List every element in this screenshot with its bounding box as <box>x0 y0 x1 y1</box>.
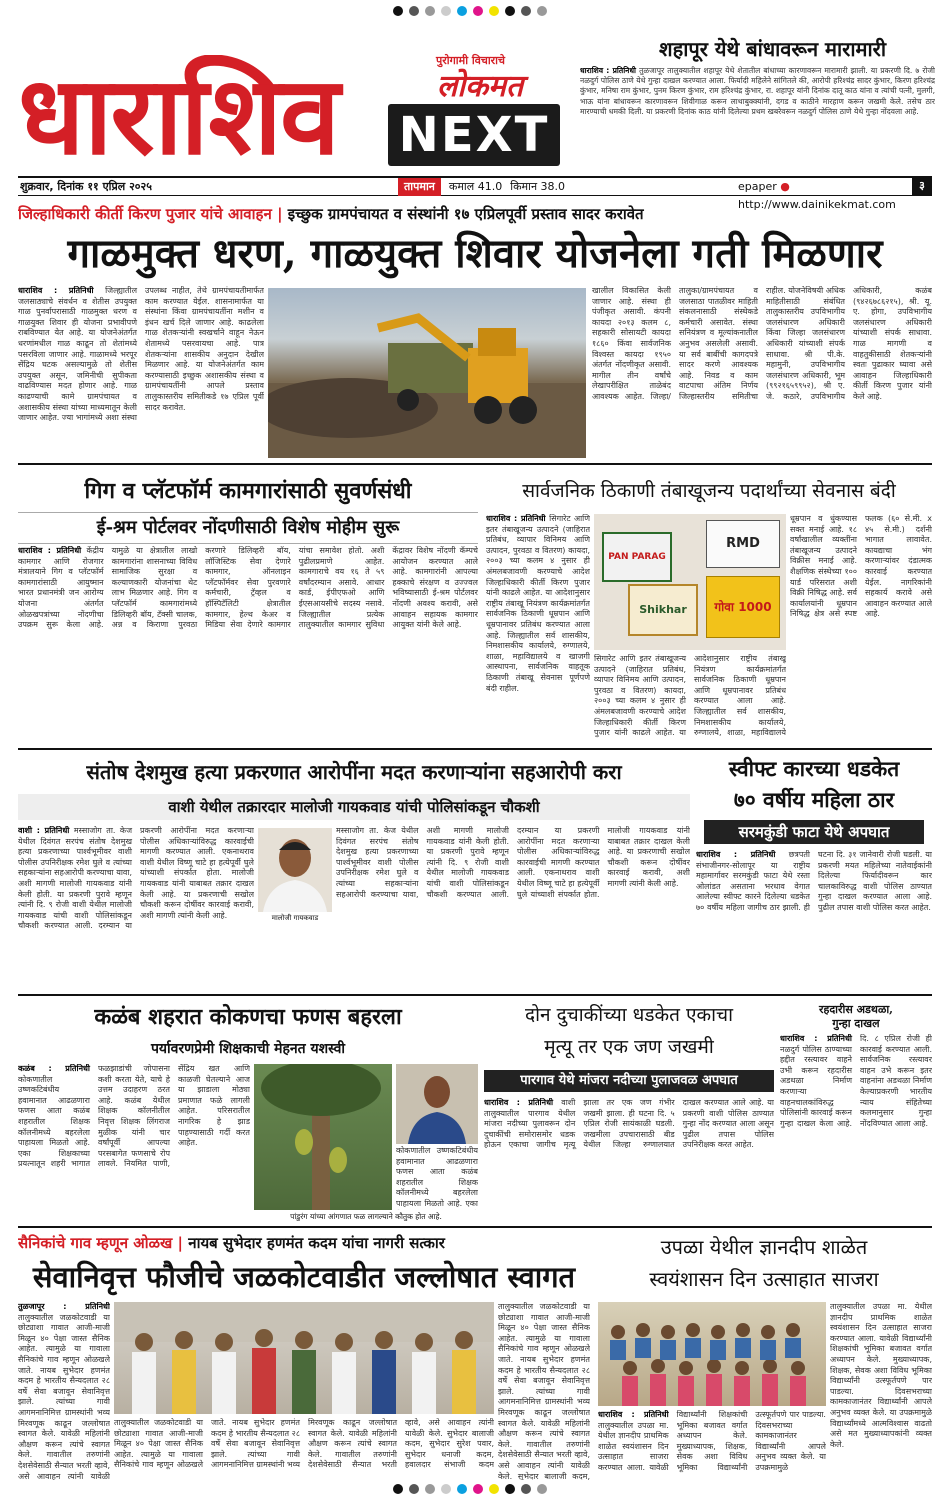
school-students-photo <box>598 1302 826 1406</box>
tobacco-headline: सार्वजनिक ठिकाणी तंबाखूजन्य पदार्थांच्या सेवनास बंदी <box>522 480 896 502</box>
main-kicker-red: जिल्हाधिकारी कीर्ती किरण पुजार यांचे आवाहन <box>18 205 272 223</box>
tobacco-story-mid <box>594 654 786 744</box>
rahadari-byline: धाराशिव : प्रतिनिधी <box>780 1034 852 1043</box>
temperature <box>398 178 565 196</box>
main-byline: धाराशिव : प्रतिनिधी <box>18 286 94 295</box>
sainik-body-mid: तालुक्यातील जळकोटवाडी या छोट्याशा गावात आजी-माजी मिळून ४० पेक्षा जास्त सैनिक आहेत. त्यामुळे या गावाला सैनिकांचे गाव म्हणून ओळखले जाते. नायब सुभेदार हणमंत कदम हे भारतीय सैन्यदलात २८ वर्षे सेवा बजावून सेवानिवृत्त झाले. त्यांच्या गावी आगमनानिमित्त ग्रामस्थांनी भव्य मिरवणूक काढून जल्लोषात स्वागत केले. यावेळी महिलांनी औक्षण करून त्यांचे स्वागत केले. गावातील तरुणांनी देशसेवेसाठी सैन्यात भरती व्हावे, असे आवाहन त्यांनी यावेळी केले. सुभेदार बालाजी कदम, सुभेदार सुरेश पवार, सुभेदार धनाजी कदम, हवालदार संभाजी कदम <box>114 1418 494 1470</box>
swift-body: छत्रपती संभाजीनगर-सोलापूर या राष्ट्रीय महामार्गावर सरमकुंडी फाटा येथे रस्ता ओलांडत असताना भरधाव वेगात आलेल्या स्वीफ्ट कारने दिलेल्या धडकेत ७० वर्षीय महिला जागीच ठार झाली. ही घटना दि. ३१ जानेवारी रोजी घडली. या प्रकरणी मयत महिलेच्या नातेवाईकांनी दिलेल्या फिर्यादीवरून कार चालकाविरुद्ध वाशी पोलिस ठाण्यात गुन्हा दाखल करण्यात आला आहे. पुढील तपास वाशी पोलिस करत आहेत. <box>696 850 932 912</box>
product-gova: गोवा 1000 <box>706 576 780 638</box>
tobacco-body-left: सिगारेट आणि इतर तंबाखूजन्य उत्पादने (जाहिरात प्रतिबंध, व्यापार विनिमय आणि उत्पादन, पुरवठा व वितरण) कायदा, २००३ च्या कलम ४ नुसार ही अंमलबजावणी करण्याचे आदेश जिल्हाधिकारी कीर्ती किरण पुजार यांनी काढले आहेत. या आदेशानुसार राष्ट्रीय तंबाखू नियंत्रण कार्यक्रमांतर्गत सार्वजनिक ठिकाणी धूम्रपान आणि धूम्रपानावर प्रतिबंध करण्यात आला आहे. जिल्ह्यातील सर्व शासकीय, निमशासकीय कार्यालये, रुग्णालये, शाळा, महाविद्यालये व खाजगी आस्थापना, सार्वजनिक वाहतूक ठिकाणी तंबाखू सेवनास पूर्णपणे बंदी राहील. <box>486 514 590 693</box>
lokmat-tagline: पुरोगामी विचाराचे <box>435 54 506 67</box>
top-right-headline: शहापूर येथे बांधावरून मारामारी <box>658 37 887 61</box>
temperature-label: तापमान <box>398 178 441 196</box>
students-illustration <box>598 1302 826 1406</box>
santosh-subheadline: वाशी येथील तक्रारदार मालोजी गायकवाड यांची पोलिसांकडून चौकशी <box>18 794 690 820</box>
main-headline: गाळमुक्त धरण, गाळयुक्त शिवार योजनेला गती मिळणार <box>67 230 883 277</box>
top-right-body: तुळजापूर तालुक्यातील शहापूर येथे शेतातील बांधाच्या कारणावरून मारामारी झाली. या प्रकरणी दि. ७ रोजी नळदुर्ग पोलिस ठाणे येथे गुन्हा दाखल करण्यात आला. फिर्यादी महिलेने सांगितले की, आरोपी हरिश्चंद्र सादर कुंभार, किरण हरिश्चंद्र कुंभार, मनिषा राम कुंभार, पुनम किरण कुंभार, राम हरिश्चंद्र कुंभार, रा. शहापूर यांनी दिनांक दातू काठ यांना व त्यांची पत्नी, मुलगी, भाऊ यांना बांधावरून कारणावरून शिवीगाळ करून लाथाबुक्क्यांनी, दगड व काठीने मारहाण करून जखमी केले. तसेच ठार मारण्याची धमकी दिली. या प्रकरणी दिनांक काठ यांनी दिलेल्या प्रथम खबरेवरून नळदुर्ग पोलिस ठाणे येथे गुन्हा नोंदवला आहे. <box>580 66 935 116</box>
temperature-min: किमान 38.0 <box>510 180 566 193</box>
rahadari-story <box>780 1034 932 1222</box>
school-body-right: तालुक्यातील उपळा मा. येथील ज्ञानदीप प्राथमिक शाळेत स्वयंशासन दिन उत्साहात साजरा करण्यात आला. यावेळी विद्यार्थ्यांनी शिक्षकांची भूमिका बजावत वर्गात अध्यापन केले. मुख्याध्यापक, शिक्षक, सेवक अशा विविध भूमिका विद्यार्थ्यांनी उत्स्फूर्तपणे पार पाडल्या. दिवसभराच्या कामकाजानंतर विद्यार्थ्यांनी आपले अनुभव व्यक्त केले. या उपक्रमामुळे विद्यार्थ्यांमध्ये आत्मविश्वास वाढतो असे मत मुख्याध्यापकांनी व्यक्त केले. <box>830 1302 932 1449</box>
twowheeler-body: वाशी तालुक्यातील पारगाव येथील मांजरा नदीच्या पुलावरून दोन दुचाकींची समोरासमोर धडक होऊन एकाचा जागीच मृत्यू झाला तर एक जण गंभीर जखमी झाला. ही घटना दि. ५ एप्रिल रोजी सायंकाळी घडली. जखमीला उपचारासाठी बीड येथील जिल्हा रुग्णालयात दाखल करण्यात आले आहे. या प्रकरणी वाशी पोलिस ठाण्यात गुन्हा नोंद करण्यात आला असून पुढील तपास पोलिस उपनिरीक्षक करत आहेत. <box>484 1098 774 1150</box>
product-rmd: RMD <box>706 520 780 568</box>
tobacco-story-left <box>486 514 590 744</box>
sainik-story-right <box>498 1302 590 1480</box>
twowheeler-byline: धाराशिव : प्रतिनिधी <box>484 1098 554 1107</box>
section-divider <box>18 463 932 465</box>
sainik-story-mid <box>114 1418 494 1480</box>
sainik-headline: सेवानिवृत्त फौजीचे जळकोटवाडीत जल्लोषात स्वागत <box>32 1260 576 1294</box>
sainik-body: तालुक्यातील जळकोटवाडी या छोट्याशा गावात आजी-माजी मिळून ४० पेक्षा जास्त सैनिक आहेत. त्यामुळे या गावाला सैनिकांचे गाव म्हणून ओळखले जाते. नायब सुभेदार हणमंत कदम हे भारतीय सैन्यदलात २८ वर्षे सेवा बजावून सेवानिवृत्त झाले. त्यांच्या गावी आगमनानिमित्त ग्रामस्थांनी भव्य मिरवणूक काढून जल्लोषात स्वागत केले. यावेळी महिलांनी औक्षण करून त्यांचे स्वागत केले. गावातील तरुणांनी देशसेवेसाठी सैन्यात भरती व्हावे, असे आवाहन त्यांनी यावेळी <box>18 1312 110 1480</box>
swift-byline: धाराशिव : प्रतिनिधी <box>696 850 776 859</box>
section-divider <box>18 994 932 996</box>
santosh-story-left <box>18 826 254 988</box>
rahadari-headline: रहदारीस अडथळा, <box>819 1003 893 1016</box>
sainik-story-left <box>18 1302 110 1480</box>
school-headline: उपळा येथील ज्ञानदीप शाळेत <box>660 1235 868 1259</box>
temperature-max: कमाल 41.0 <box>448 180 503 193</box>
tobacco-products-photo <box>594 514 786 650</box>
page-number: ३ <box>912 177 932 195</box>
kalamb-story <box>18 1064 250 1220</box>
main-kicker-black: इच्छुक ग्रामपंचायत व संस्थांनी १७ एप्रिलपूर्वी प्रस्ताव सादर करावेत <box>287 205 644 223</box>
kalamb-body: कोकणातील उष्णकटिबंधीय हवामानात आढळणारा फणस आता कळंब शहरातील शिक्षक कॉलनीमध्ये बहरलेला पाहायला मिळतो आहे. एका शिक्षकाच्या प्रयत्नातून शहरी भागात फळझाडांची जोपासना कशी करता येते, याचे हे उत्तम उदाहरण ठरत आहे. कळंब येथील शिक्षक कॉलनीतील निवृत्त शिक्षक लिंगराज मुळीक यांनी चार वर्षांपूर्वी आपल्या परसबागेत फणसाचे रोप लावले. नियमित पाणी, सेंद्रिय खत आणि काळजी घेतल्याने आज या झाडाला मोठ्या प्रमाणात फळे लागली आहेत. परिसरातील नागरिक हे झाड पाहण्यासाठी गर्दी करत आहेत. <box>18 1064 250 1169</box>
kalamb-headline: कळंब शहरात कोकणचा फणस बहरला <box>94 1004 402 1030</box>
maloji-portrait <box>258 828 332 912</box>
person-illustration <box>258 828 332 912</box>
epaper-label: epaper <box>738 180 777 193</box>
lokmat-logo: लोकमत <box>436 69 524 104</box>
school-story-left <box>598 1410 826 1480</box>
date-bar <box>18 176 932 211</box>
rahadari-headline-2: गुन्हा दाखल <box>832 1017 880 1030</box>
sainik-byline: तुळजापूर : प्रतिनिधी <box>18 1302 110 1311</box>
tobacco-byline: धाराशिव : प्रतिनिधी <box>486 514 546 523</box>
kalamb-subheadline: पर्यावरणप्रेमी शिक्षकाची मेहनत यशस्वी <box>150 1041 346 1057</box>
excavator-illustration <box>268 288 586 458</box>
santosh-body-cont: मस्साजोग ता. केज येथील दिवंगत सरपंच संतोष देशमुख हत्या प्रकरणाच्या पार्श्वभूमीवर वाशी पोलीस उपनिरीक्षक रमेश घुले व त्यांच्या सहकाऱ्यांना सहआरोपी करण्याचा यावा, अशी मागणी मालोजी गायकवाड यांनी केली होती. या प्रकरणी पुरावे म्हणून त्यांनी दि. ९ रोजी वाशी येथील मालोजी गायकवाड यांची वाशी पोलिसांकडून चौकशी करण्यात आली. दरम्यान या प्रकरणी आरोपींना मदत करणाऱ्या पोलीस अधिकाऱ्यांविरुद्ध कारवाईची मागणी करण्यात आली. एकनाथराव वाशी येथील विष्णू चाटे हा हत्येपूर्वी घुले यांच्याशी संपर्कात होता. मालोजी गायकवाड यांनी याबाबत तक्रार दाखल केली आहे. या प्रकरणाची सखोल चौकशी करून दोषींवर कारवाई करावी, अशी मागणी त्यांनी केली आहे. <box>336 826 690 899</box>
swift-headline: स्वीफ्ट कारच्या धडकेत <box>728 756 900 781</box>
twowheeler-headline-2: मृत्यू तर एक जण जखमी <box>544 1036 714 1058</box>
kalamb-byline: कळंब : प्रतिनिधी <box>18 1064 90 1073</box>
santosh-headline: संतोष देशमुख हत्या प्रकरणात आरोपींना मदत करणाऱ्यांना सहआरोपी करा <box>86 760 622 784</box>
swift-red-bar: सरमकुंडी फाटा येथे अपघात <box>704 820 924 844</box>
swift-headline-2: ७० वर्षीय महिला ठार <box>733 787 895 812</box>
kalamb-photo-caption: पांडुरंग यांच्या आंगणात फळ लागल्याने कौतुक होत आहे. <box>290 1212 442 1221</box>
swift-story <box>696 850 932 990</box>
main-body-right: खालील विकासित केली जाणार आहे. संस्था ही पंजीकृत असावी. कंपनी कायदा २०१३ कलम ८, सहकारी सोसायटी कायदा १८६० किंवा सार्वजनिक विश्वस्त कायदा १९५० अंतर्गत नोंदणीकृत असावी. मागील तीन वर्षांचे लेखापरीक्षित ताळेबंद आवश्यक आहेत. जिल्हा/तालुका/ग्रामपंचायत व जलसाठा पातळीवर माहिती संकलनासाठी संस्थेकडे कर्मचारी असावेत. संस्था सनियंत्रण व मूल्यांकनातील अनुभव असलेली असावी. या सर्व बाबींची कागदपत्रे सादर करणे आवश्यक आहे. निवड व काम वाटपाचा अंतिम निर्णय जिल्हास्तरीय समितीचा राहील. योजनेविषयी अधिक माहितीसाठी संबंधित तालुकास्तरीय उपविभागीय जलसंधारण अधिकारी किंवा जिल्हा जलसंधारण अधिकारी यांच्याशी संपर्क साधावा. श्री पी.के. महामुनी, उपविभागीय जलसंधारण अधिकारी, भूम (९९२१६५९९५२), श्री ए. जे. कठारे, उपविभागीय अधिकारी, कळंब (९४२६७८६२१५), श्री. यू. ए. होगा, उपविभागीय जलसंधारण अधिकारी यांच्याशी संपर्क साधावा. गाळ मागणी व वाहतुकीसाठी शेतकऱ्यांनी स्वतः पुढाकार घ्यावा असे आवाहन जिल्हाधिकारी कीर्ती किरण पुजार यांनी केले आहे. <box>592 286 932 401</box>
school-byline: धाराशिव : प्रतिनिधी <box>598 1410 669 1419</box>
twowheeler-headline: दोन दुचाकींच्या धडकेत एकाचा <box>524 1004 733 1026</box>
teacher-portrait <box>396 1064 478 1144</box>
top-right-story <box>580 66 935 170</box>
registration-marks-bottom <box>320 1484 620 1496</box>
section-divider <box>18 1226 932 1228</box>
tobacco-body-mid: सिगारेट आणि इतर तंबाखूजन्य उत्पादने (जाहिरात प्रतिबंध, व्यापार विनिमय आणि उत्पादन, पुरवठा व वितरण) कायदा, २००३ च्या कलम ४ नुसार ही अंमलबजावणी करण्याचे आदेश जिल्हाधिकारी कीर्ती किरण पुजार यांनी काढले आहेत. या आदेशानुसार राष्ट्रीय तंबाखू नियंत्रण कार्यक्रमांतर्गत सार्वजनिक ठिकाणी धूम्रपान आणि धूम्रपानावर प्रतिबंध करण्यात आला आहे. जिल्ह्यातील सर्व शासकीय, निमशासकीय कार्यालये, रुग्णालये, शाळा, महाविद्यालये <box>594 654 786 738</box>
top-right-byline: धाराशिव : प्रतिनिधी <box>580 66 637 75</box>
website-link[interactable]: http://www.dainikekmat.com <box>738 198 896 211</box>
santosh-body: मस्साजोग ता. केज येथील दिवंगत सरपंच संतोष देशमुख हत्या प्रकरणाच्या पार्श्वभूमीवर वाशी पोलीस उपनिरीक्षक रमेश घुले व त्यांच्या सहकाऱ्यांना सहआरोपी करण्याचा यावा, अशी मागणी मालोजी गायकवाड यांनी केली होती. या प्रकरणी पुरावे म्हणून त्यांनी दि. ९ रोजी वाशी येथील मालोजी गायकवाड यांची वाशी पोलिसांकडून चौकशी करण्यात आली. दरम्यान या प्रकरणी आरोपींना मदत करणाऱ्या पोलीस अधिकाऱ्यांविरुद्ध कारवाईची मागणी करण्यात आली. एकनाथराव वाशी येथील विष्णू चाटे हा हत्येपूर्वी घुले यांच्याशी संपर्कात होता. मालोजी गायकवाड यांनी याबाबत तक्रार दाखल केली आहे. या प्रकरणाची सखोल चौकशी करून दोषींवर कारवाई करावी, अशी मागणी त्यांनी केली आहे. <box>18 826 254 931</box>
sainik-kicker-black: नायब सुभेदार हणमंत कदम यांचा नागरी सत्कार <box>188 1234 445 1252</box>
sainik-body-right: तालुक्यातील जळकोटवाडी या छोट्याशा गावात आजी-माजी मिळून ४० पेक्षा जास्त सैनिक आहेत. त्यामुळे या गावाला सैनिकांचे गाव म्हणून ओळखले जाते. नायब सुभेदार हणमंत कदम हे भारतीय सैन्यदलात २८ वर्षे सेवा बजावून सेवानिवृत्त झाले. त्यांच्या गावी आगमनानिमित्त ग्रामस्थांनी भव्य मिरवणूक काढून जल्लोषात स्वागत केले. यावेळी महिलांनी औक्षण करून त्यांचे स्वागत केले. गावातील तरुणांनी देशसेवेसाठी सैन्यात भरती व्हावे, असे आवाहन त्यांनी यावेळी केले. सुभेदार बालाजी कदम, <box>498 1302 590 1480</box>
main-story-right <box>592 286 932 458</box>
sainik-kicker-red: सैनिकांचे गाव म्हणून ओळख <box>18 1234 173 1252</box>
gig-byline: धाराशिव : प्रतिनिधी <box>18 546 82 555</box>
main-story-left <box>18 286 264 458</box>
school-story-right <box>830 1302 932 1480</box>
santosh-photo-caption: मालोजी गायकवाड <box>271 914 319 922</box>
section-divider <box>18 748 932 750</box>
gig-body: केंद्रीय कामगार आणि रोजगार मंत्रालयाने गिग व प्लॅटफॉर्म कामगारांसाठी आयुष्मान भारत प्रधानमंत्री जन आरोग्य योजना अंतर्गत ओळखपत्रांच्या नोंदणीचा उपक्रम सुरू केला आहे. यामुळे या क्षेत्रातील लाखो कामगारांना शासनाच्या विविध सामाजिक सुरक्षा व कल्याणकारी योजनांचा थेट लाभ मिळणार आहे. गिग व प्लॅटफॉर्म कामगारांमध्ये डिलिव्हरी बॉय, टॅक्सी चालक, अन्न व किराणा पुरवठा करणारे डिलिव्हरी बॉय, लॉजिस्टिक सेवा देणारे कामगार, ऑनलाइन प्लॅटफॉर्मवर सेवा पुरवणारे कर्मचारी, ट्रॅव्हल व हॉस्पिटॅलिटी क्षेत्रातील कामगार, हेल्थ केअर व मिडिया सेवा देणारे कामगार यांचा समावेश होतो. अशी पुढीलप्रमाणे आहेत. कामगाराचे वय १६ ते ५९ वर्षांदरम्यान असावे. आधार कार्ड, ईपीएफओ आणि ईएसआयसीचे सदस्य नसावे. जिल्ह्यातील प्रत्येक तालुक्यातील कामगार सुविधा केंद्रावर विशेष नोंदणी कॅम्पचे आयोजन करण्यात आले आहे. कामगारांनी आपल्या हक्काचे संरक्षण व उज्ज्वल भविष्यासाठी ई-श्रम पोर्टलवर नोंदणी अवश्य करावी, असे आवाहन सहायक कामगार आयुक्त यांनी केले आहे. <box>18 546 478 630</box>
sainik-kicker: सैनिकांचे गाव म्हणून ओळख | नायब सुभेदार हणमंत कदम यांचा नागरी सत्कार <box>18 1234 445 1252</box>
main-kicker: जिल्हाधिकारी कीर्ती किरण पुजार यांचे आवाहन | इच्छुक ग्रामपंचायत व संस्थांनी १७ एप्रिलपूर्वी प्रस्ताव सादर करावेत <box>18 205 644 223</box>
product-pan-parag: PAN PARAG <box>602 532 672 582</box>
rahadari-body: नळदुर्ग पोलिस ठाण्याच्या हद्दीत रस्त्यावर वाहने उभी करून रहदारीस अडथळा निर्माण करणाऱ्या वाहनचालकांविरुद्ध पोलिसांनी कारवाई करून गुन्हा दाखल केला आहे. दि. ८ एप्रिल रोजी ही कारवाई करण्यात आली. सार्वजनिक रस्त्यावर वाहन उभे करून इतर वाहनांना अडथळा निर्माण केल्याप्रकरणी भारतीय न्याय संहितेच्या कलमानुसार गुन्हा नोंदविण्यात आला आहे. <box>780 1034 932 1128</box>
gig-headline: गिग व प्लॅटफॉर्म कामगारांसाठी सुवर्णसंधी <box>84 478 412 504</box>
santosh-byline: वाशी : प्रतिनिधी <box>18 826 70 835</box>
gig-story <box>18 546 478 744</box>
school-body: तालुक्यातील उपळा मा. येथील ज्ञानदीप प्राथमिक शाळेत स्वयंशासन दिन उत्साहात साजरा करण्यात आला. यावेळी विद्यार्थ्यांनी शिक्षकांची भूमिका बजावत वर्गात अध्यापन केले. मुख्याध्यापक, शिक्षक, सेवक अशा विविध भूमिका विद्यार्थ्यांनी उत्स्फूर्तपणे पार पाडल्या. दिवसभराच्या कामकाजानंतर विद्यार्थ्यांनी आपले अनुभव व्यक्त केले. या उपक्रमामुळे <box>598 1410 826 1472</box>
sainik-welcome-photo <box>114 1302 494 1414</box>
school-headline-2: स्वयंशासन दिन उत्साहात साजरा <box>649 1267 879 1291</box>
issue-date: शुक्रवार, दिनांक ११ एप्रिल २०२५ <box>20 180 152 193</box>
santosh-story-right <box>336 826 690 988</box>
twowheeler-red-bar: पारगाव येथे मांजरा नदीच्या पुलाजवळ अपघात <box>484 1070 774 1092</box>
masthead-title: धाराशिव <box>18 55 338 177</box>
kalamb-story-right <box>396 1146 478 1210</box>
tree-illustration <box>254 1064 392 1210</box>
kalamb-body-cont: कोकणातील उष्णकटिबंधीय हवामानात आढळणारा फणस आता कळंब शहरातील शिक्षक कॉलनीमध्ये बहरलेला पाहायला मिळतो आहे. एका <box>396 1146 478 1208</box>
main-body-left: जिल्ह्यातील जलसाठ्याचे संवर्धन व शेतीस उपयुक्त गाळ पुनर्वापरासाठी गाळमुक्त धरण व गाळयुक्त शिवार ही योजना प्रभावीपणे राबविण्यात येत आहे. या योजनेअंतर्गत धरणांमधील गाळ काढून तो शेतांमध्ये पसरविला जाणार आहे. गाळामध्ये भरपूर सेंद्रिय घटक असल्यामुळे तो शेतीस उपयुक्त असून, जमिनीची सुपीकता वाढविण्यास मदत होणार आहे. गाळ काढण्याची कामे ग्रामपंचायत व अशासकीय संस्था यांच्या माध्यमातून केली जाणार आहेत. ज्या भागांमध्ये अशा संस्था उपलब्ध नाहीत, तेथे ग्रामपंचायतीमार्फत काम करण्यात येईल. शासनामार्फत या संस्थांना किंवा ग्रामपंचायतींना मशीन व इंधन खर्च दिले जाणार आहे. काढलेला गाळ शेतकऱ्यांनी स्वखर्चाने वाहून नेऊन शेतामध्ये पसरवायचा आहे. पात्र शेतकऱ्यांना शासकीय अनुदान देखील मिळणार आहे. या योजनेअंतर्गत काम करण्यासाठी इच्छुक अशासकीय संस्था व ग्रामपंचायतींनी आपले प्रस्ताव तालुकास्तरीय समितीकडे १७ एप्रिल पूर्वी सादर करावेत. <box>18 286 264 423</box>
jackfruit-tree-photo <box>254 1064 392 1210</box>
excavator-photo <box>268 288 586 458</box>
registration-marks-top <box>320 6 620 18</box>
gig-subheadline: ई-श्रम पोर्टलवर नोंदणीसाठी विशेष मोहीम सुरू <box>18 512 478 544</box>
globe-icon: ● <box>780 180 790 193</box>
twowheeler-story <box>484 1098 774 1222</box>
person-illustration <box>396 1064 478 1144</box>
tobacco-story-right <box>790 514 932 744</box>
tobacco-body-right: धूम्रपान व धुंकण्यास सक्त मनाई आहे. १८ वर्षांखालील व्यक्तींना तंबाखूजन्य उत्पादने विक्रीस मनाई आहे. शैक्षणिक संस्थेच्या १०० यार्ड परिसरात अशी विक्री निषिद्ध आहे. सर्व कार्यालयांनी धूम्रपान निषिद्ध क्षेत्र असे स्पष्ट फलक (६० से.मी. x ४५ से.मी.) दर्शनी भागात लावावेत. कायद्याचा भंग करणाऱ्यांवर दंडात्मक कारवाई करण्यात येईल. नागरिकांनी सहकार्य करावे असे आवाहन करण्यात आले आहे. <box>790 514 932 619</box>
crowd-illustration <box>114 1302 494 1414</box>
next-logo: NEXT <box>388 104 560 166</box>
product-shikhar: Shikhar <box>628 584 698 636</box>
